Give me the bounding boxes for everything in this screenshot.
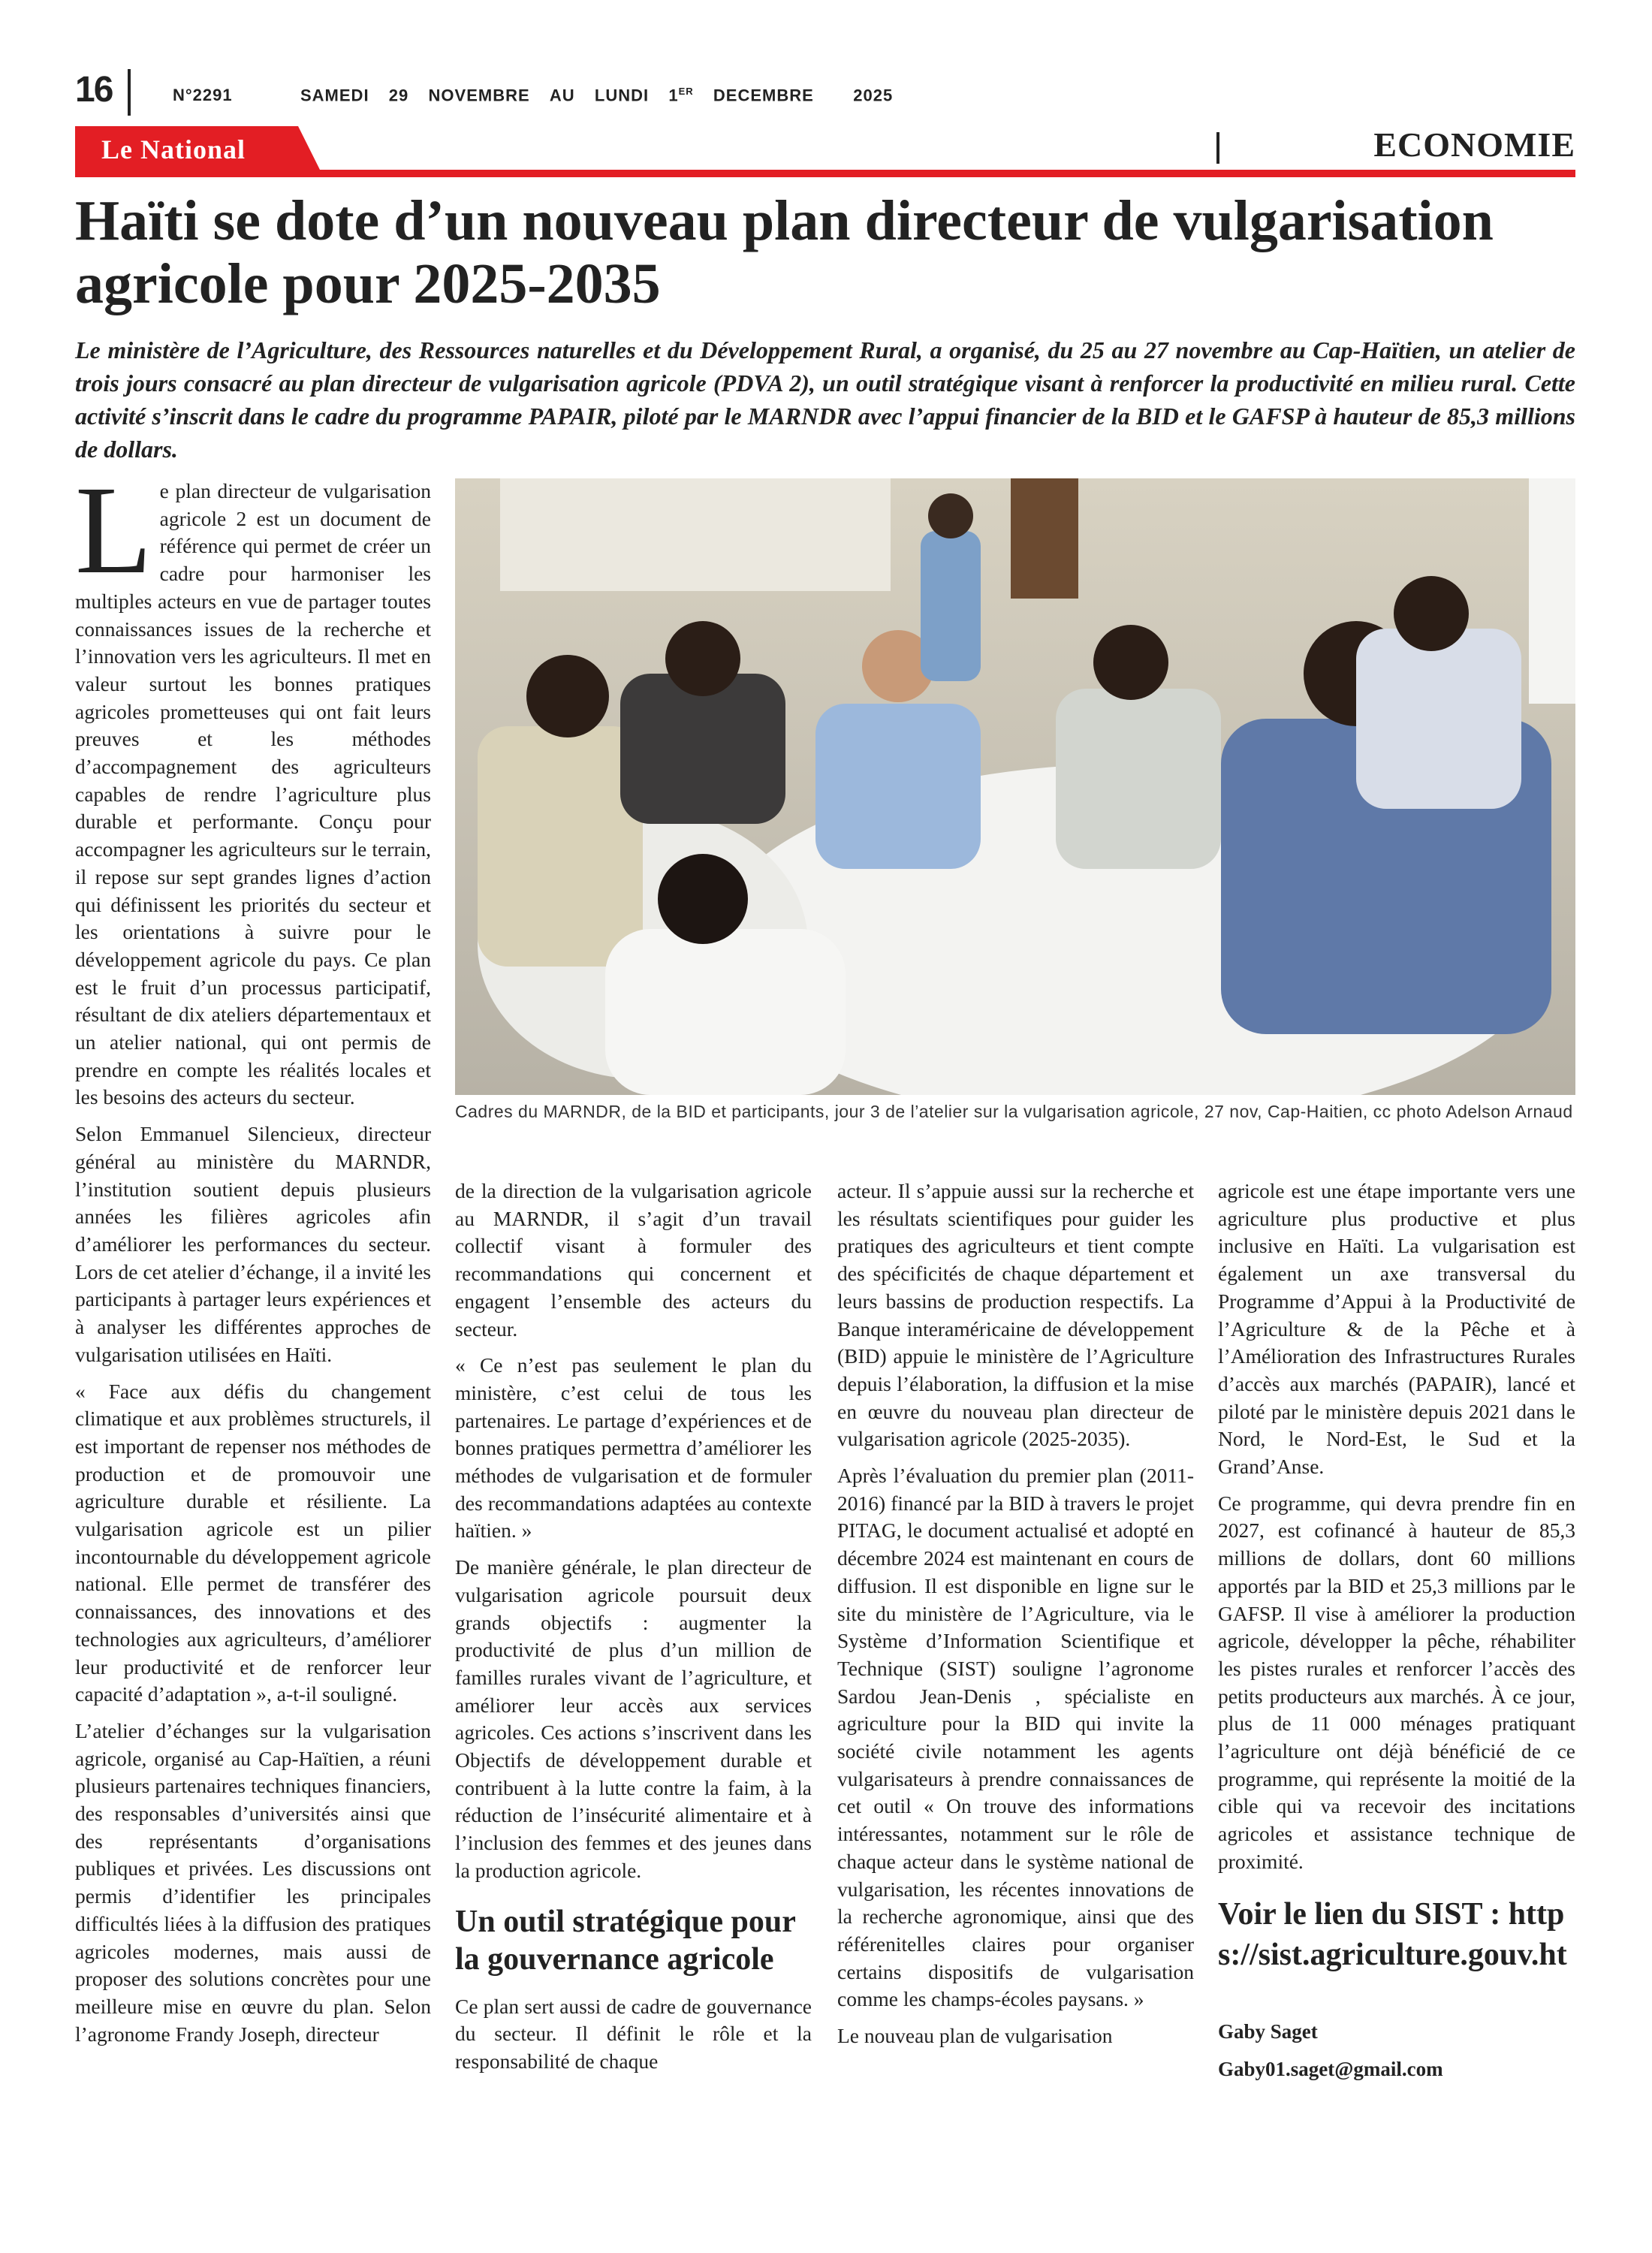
issue-number: N°2291 — [173, 86, 233, 104]
date-au: AU — [549, 86, 575, 105]
column-2 — [455, 1178, 812, 2085]
paragraph: Selon Emmanuel Silencieux, directeur général au ministère du MARNDR, l’institution soutient depuis plusieurs années les filières agricoles afin d’améliorer les performances du secteur. Lors de cet atelier d’échange, il a invité les participants à partager leurs expériences et à analyser les différentes approches de vulgarisation utilisées en Haïti. — [75, 1122, 431, 1366]
author-name: Gaby Saget — [1218, 2019, 1318, 2043]
drop-cap: L — [75, 460, 152, 600]
sist-link-block — [1218, 1894, 1575, 1975]
column-3 — [837, 1178, 1194, 2059]
workshop-photo-illustration — [455, 478, 1575, 1095]
paragraph: Le nouveau plan de vulgarisation — [837, 2024, 1113, 2048]
paragraph: Après l’évaluation du premier plan (2011-2016) financé par la BID à travers le projet PITAG, le document actualisé et adopté en décembre 2024 est maintenant en cours de diffusion. Il est disponible en ligne sur le site du ministère de l’Agriculture, via le Système d’Information Scientifique et Technique (SIST) souligne l’agronome Sardou Jean-Denis , spécialiste en agriculture pour la BID qui invite la société civile notamment les agents vulgarisateurs à prendre connaissances de cet outil « On trouve des informations intéressantes, notamment sur le rôle de chaque acteur dans le système national de vulgarisation, les récentes innovations de la recherche agronomique, ainsi que des référenitelles claires pour organiser certains dispositifs de vulgarisation comme les champs-écoles paysans. » — [837, 1464, 1194, 2011]
column-4 — [1218, 1178, 1575, 2088]
author-email[interactable]: Gaby01.saget@gmail.com — [1218, 2057, 1443, 2080]
link-label: Voir le lien du SIST : — [1218, 1896, 1501, 1932]
page-number: 16 — [75, 70, 113, 110]
paragraph: de la direction de la vulgarisation agricole au MARNDR, il s’agit d’un travail collectif visant à formuler des recommandations qui concernent et engagent l’ensemble des acteurs du secteur. — [455, 1179, 812, 1341]
date-day2: LUNDI — [594, 86, 650, 105]
paragraph: acteur. Il s’appuie aussi sur la recherche et les résultats scientifiques pour guider les pratiques des agriculteurs et tient compte des spécificités de chaque département et leurs bassins de production respectifs. La Banque interaméricaine de développement (BID) appuie le ministère de l’Agriculture depuis l’élaboration, la diffusion et la mise en œuvre du nouveau plan directeur de vulgarisation agricole (2025-2035). — [837, 1179, 1194, 1451]
column-1 — [75, 460, 431, 2057]
paragraph: « Face aux défis du changement climatique et aux problèmes structurels, il est important de repenser nos méthodes de production et de promouvoir une agriculture durable et résiliente. La vulgarisation agricole est un pilier incontournable du développement agricole national. Elle permet de transférer des connaissances, des innovations et des technologies aux agriculteurs, d’améliorer leur productivité et de renforcer leur capacité d’adaptation », a-t-il souligné. — [75, 1379, 431, 1706]
date-month: NOVEMBRE — [428, 86, 530, 105]
paragraph: L’atelier d’échanges sur la vulgarisation agricole, organisé au Cap-Haïtien, a réuni plusieurs partenaires techniques financiers, des responsables d’universités ainsi que des représentants d’organisations publiques et privées. Les discussions ont permis d’identifier les principales difficultés liées à la diffusion des pratiques agricoles modernes, mais aussi de proposer des solutions concrètes pour une meilleure mise en œuvre du plan. Selon l’agronome Frandy Joseph, directeur — [75, 1718, 431, 2046]
date-sup: ER — [678, 86, 694, 97]
article-title: Haïti se dote d’un nouveau plan directeur de vulgarisation agricole pour 2025-2035 — [75, 189, 1494, 315]
paragraph — [75, 460, 431, 1111]
date-month2: DECEMBRE — [713, 86, 814, 105]
issue-date — [300, 86, 893, 105]
date-num: 29 — [388, 86, 409, 105]
date-num2: 1 — [668, 86, 679, 105]
paragraph: « Ce n’est pas seulement le plan du ministère, c’est celui de tous les partenaires. Le partage d’expériences et de bonnes pratiques permettra d’améliorer les méthodes de vulgarisation et de formuler des recommandations adaptées au contexte haïtien. » — [455, 1353, 812, 1543]
section-label: ECONOMIE — [1373, 125, 1575, 164]
sist-link[interactable]: https://sist.agriculture.gouv.ht — [1218, 1896, 1567, 1972]
date-day: SAMEDI — [300, 86, 369, 105]
brand-logo: Le National — [101, 134, 246, 164]
divider — [1216, 132, 1219, 164]
article-lead: Le ministère de l’Agriculture, des Ressources naturelles et du Développement Rural, a organisé, du 25 au 27 novembre au Cap-Haïtien, un atelier de trois jours consacré au plan directeur de vulgarisation agricole (PDVA 2), un outil stratégique visant à renforcer la productivité en milieu rural. Cette activité s’inscrit dans le cadre du programme PAPAIR, piloté par le MARNDR avec l’appui financier de la BID et le GAFSP à hauteur de 85,3 millions de dollars. — [75, 336, 1575, 463]
paragraph: agricole est une étape importante vers une agriculture plus productive et plus inclusive en Haïti. La vulgarisation est également un axe transversal du Programme d’Appui à la Productivité de l’Agriculture & de la Pêche et à l’Amélioration des Infrastructures Rurales d’accès aux marchés (PAPAIR), lancé et piloté par le ministère depuis 2021 dans le Nord, le Nord-Est, le Sud et la Grand’Anse. — [1218, 1179, 1575, 1479]
paragraph: De manière générale, le plan directeur de vulgarisation agricole poursuit deux grands objectifs : augmenter la productivité de plus d’un million de familles rurales vivant de l’agriculture, et améliorer leur accès aux services agricoles. Ces actions s’inscrivent dans les Objectifs de développement durable et contribuent à la lutte contre la faim, à la réduction de l’insécurité alimentaire et à l’inclusion des femmes et des jeunes dans la production agricole. — [455, 1555, 812, 1882]
divider — [128, 69, 131, 116]
paragraph: Ce programme, qui devra prendre fin en 2027, est cofinancé à hauteur de 85,3 millions de dollars, dont 60 millions apportés par la BID et 25,3 millions par le GAFSP. Il vise à améliorer la production agricole, développer la pêche, réhabiliter les pistes rurales et renforcer l’accès des petits producteurs aux marchés. À ce jour, plus de 11 000 ménages pratiquant l’agriculture ont déjà bénéficié de ce programme, qui représente la moitié de la cible qui va recevoir des incitations agricoles et assistance technique de proximité. — [1218, 1491, 1575, 1873]
date-year: 2025 — [853, 86, 894, 105]
subheading: Un outil stratégique pour la gouvernance agricole — [455, 1904, 796, 1977]
paragraph: Ce plan sert aussi de cadre de gouvernance du secteur. Il définit le rôle et la responsabilité de chaque — [455, 1994, 812, 2073]
photo-caption: Cadres du MARNDR, de la BID et participants, jour 3 de l’atelier sur la vulgarisation agricole, 27 nov, Cap-Haitien, cc photo Adelson Arnaud — [455, 1102, 1573, 1121]
paragraph-text: e plan directeur de vulgarisation agricole 2 est un document de référence qui permet de créer un cadre pour harmoniser les multiples acteurs en vue de partager toutes connaissances issues de la recherche et l’innovation vers les agriculteurs. Il met en valeur surtout les bonnes pratiques agricoles prometteuses qui ont fait leurs preuves et les méthodes d’accompagnement des agriculteurs capables de rendre l’agriculture plus durable et performante. Conçu pour accompagner les agriculteurs sur le terrain, il repose sur sept grandes lignes d’action qui définissent les priorités du secteur et les orientations à suivre pour le développement agricole du pays. Ce plan est le fruit d’un processus participatif, résultant de dix ateliers départementaux et un atelier national, qui ont permis de prendre en compte les réalités locales et les besoins des acteurs du secteur. — [75, 479, 431, 1109]
article-photo — [455, 478, 1575, 1095]
